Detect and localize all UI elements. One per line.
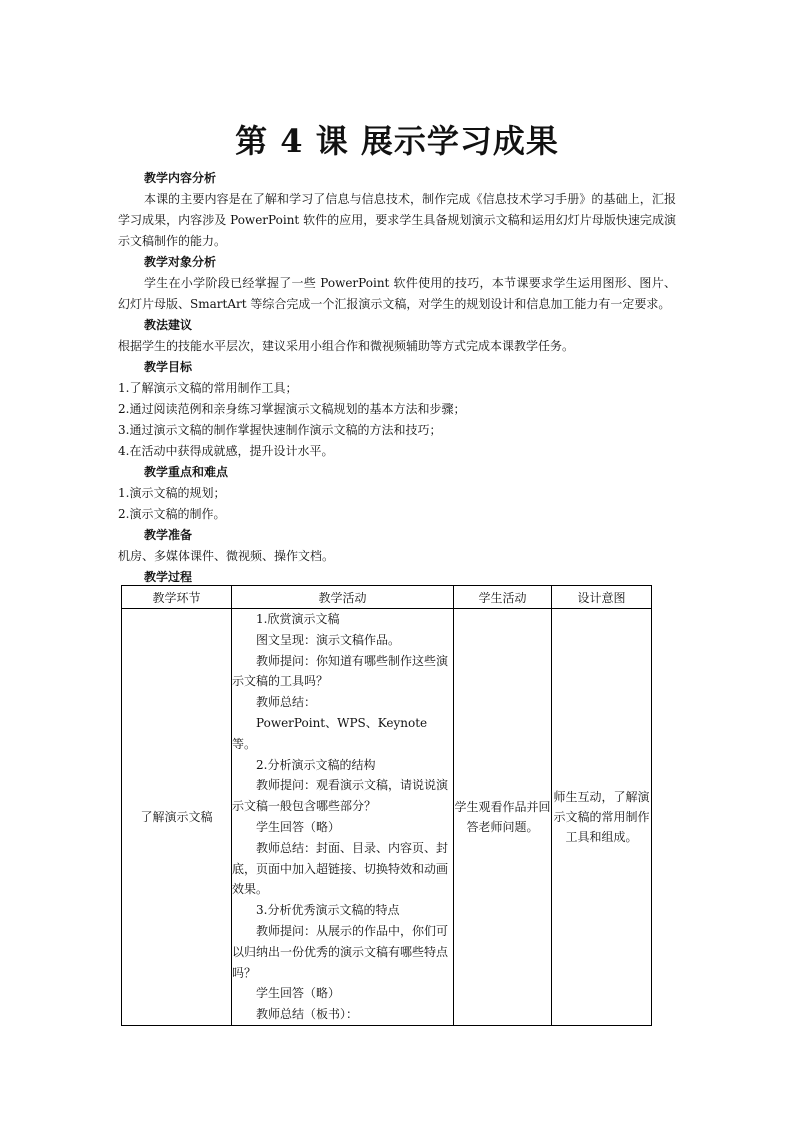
table-header-cell: 教学环节 [122, 586, 232, 609]
key-point-item: 1.演示文稿的规划； [118, 486, 226, 500]
activity-line: PowerPoint、WPS、Keynote 等。 [232, 715, 428, 751]
activity-line: 教师总结：封面、目录、内容页、封底，页面中加入超链接、切换特效和动画效果。 [232, 840, 449, 897]
key-point-item: 2.演示文稿的制作。 [118, 507, 226, 521]
paragraph-audience-analysis: 学生在小学阶段已经掌握了一些 PowerPoint 软件使用的技巧，本节课要求学生运用图形、图片、幻灯片母版、SmartArt 等综合完成一个汇报演示文稿，对学生的规划设计和信息加工能力有一定要求。 [118, 276, 676, 311]
process-table [121, 585, 652, 1026]
table-header-cell: 设计意图 [552, 586, 652, 609]
table-header-cell: 教学活动 [232, 586, 454, 609]
activity-line: 3.分析优秀演示文稿的特点 [256, 903, 400, 918]
goal-item: 3.通过演示文稿的制作掌握快速制作演示文稿的方法和技巧； [118, 423, 442, 437]
activity-line: 学生回答（略） [256, 819, 341, 834]
activity-line: 2.分析演示文稿的结构 [256, 757, 376, 772]
heading-goals: 教学目标 [144, 360, 193, 374]
table-row [122, 609, 652, 1026]
activity-line: 教师提问：观看演示文稿，请说说演示文稿一般包含哪些部分？ [232, 778, 449, 814]
activity-line: 1.欣赏演示文稿 [256, 612, 340, 626]
heading-audience-analysis: 教学对象分析 [144, 255, 217, 269]
heading-process: 教学过程 [144, 570, 193, 584]
stage-cell: 了解演示文稿 [122, 609, 232, 1026]
paragraph-preparation: 机房、多媒体课件、微视频、操作文档。 [118, 549, 335, 563]
lesson-body [118, 168, 676, 588]
goal-item: 4.在活动中获得成就感，提升设计水平。 [118, 444, 334, 458]
table-header-row [122, 586, 652, 609]
activity-line: 教师总结（板书）： [256, 1007, 359, 1022]
student-activity-cell: 学生观看作品并回答老师问题。 [454, 609, 552, 1026]
goal-item: 2.通过阅读范例和亲身练习掌握演示文稿规划的基本方法和步骤； [118, 402, 466, 416]
heading-key-points: 教学重点和难点 [144, 465, 229, 479]
activities-cell [232, 609, 454, 1026]
goal-item: 1.了解演示文稿的常用制作工具； [118, 381, 298, 395]
heading-content-analysis: 教学内容分析 [144, 171, 217, 185]
design-intent-cell: 师生互动，了解演示文稿的常用制作工具和组成。 [552, 609, 652, 1026]
heading-method: 教法建议 [144, 318, 193, 332]
activity-line: 图文呈现：演示文稿作品。 [256, 632, 401, 647]
paragraph-method: 根据学生的技能水平层次，建议采用小组合作和微视频辅助等方式完成本课教学任务。 [118, 339, 575, 353]
activity-line: 学生回答（略） [256, 986, 341, 1001]
activity-line: 教师提问：从展示的作品中，你们可以归纳出一份优秀的演示文稿有哪些特点吗？ [232, 923, 449, 980]
page-title: 第 4 课 展示学习成果 [235, 122, 559, 160]
heading-preparation: 教学准备 [144, 528, 193, 542]
activity-line: 教师总结： [256, 695, 317, 710]
table-header-cell: 学生活动 [454, 586, 552, 609]
paragraph-content-analysis: 本课的主要内容是在了解和学习了信息与信息技术，制作完成《信息技术学习手册》的基础上，汇报学习成果，内容涉及 PowerPoint 软件的应用，要求学生具备规划演示文稿和运用幻灯片母版快速完成演示文稿制作的能力。 [118, 192, 676, 248]
activity-line: 教师提问：你知道有哪些制作这些演示文稿的工具吗？ [232, 653, 449, 689]
